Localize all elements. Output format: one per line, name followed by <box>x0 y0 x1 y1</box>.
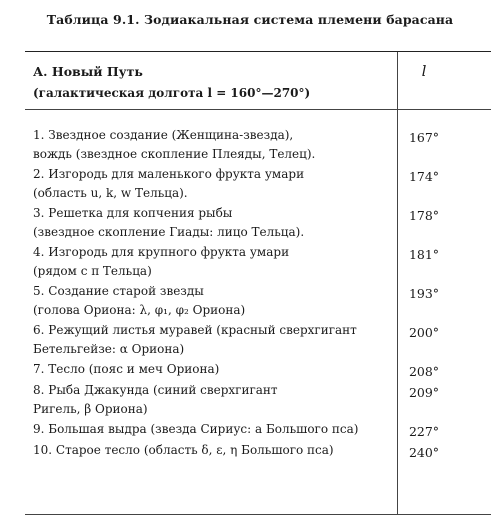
row-text-line-1: 8. Рыба Джакунда (синий сверхгигант <box>33 383 278 397</box>
section-subtitle: (галактическая долгота l = 160°—270°) <box>33 86 311 100</box>
table-row <box>30 124 492 163</box>
row-longitude: 178° <box>408 208 440 223</box>
row-text-line-2: (рядом с π Тельца) <box>33 264 152 278</box>
row-text-line-1: 6. Режущий листья муравей (красный сверхгигант <box>33 323 357 337</box>
table-row <box>30 439 492 460</box>
table-row <box>30 379 492 418</box>
header-rule <box>25 109 491 110</box>
table-row <box>30 358 492 379</box>
section-title: А. Новый Путь <box>33 64 143 79</box>
row-text-line-2: Бетельгейзе: α Ориона) <box>33 342 185 356</box>
table-body <box>30 124 492 460</box>
table-row <box>30 202 492 241</box>
table-top-rule <box>25 51 491 52</box>
row-text-line-1: 4. Изгородь для крупного фрукта умари <box>33 245 290 259</box>
table-caption: Таблица 9.1. Зодиакальная система племени барасана <box>46 12 454 27</box>
row-text-line-1: 1. Звездное создание (Женщина-звезда), <box>33 128 294 142</box>
table-row <box>30 280 492 319</box>
row-text-line-2: (область u, k, w Тельца). <box>33 186 188 200</box>
table-row <box>30 319 492 358</box>
row-longitude: 209° <box>408 385 440 400</box>
column-header-l: l <box>421 62 427 80</box>
row-text-line-1: 2. Изгородь для маленького фрукта умари <box>33 167 305 181</box>
row-longitude: 193° <box>408 286 440 301</box>
row-text-line-2: (звездное скопление Гиады: лицо Тельца). <box>33 225 305 239</box>
row-text-line-2: вождь (звездное скопление Плеяды, Телец). <box>33 147 316 161</box>
table-bottom-rule <box>25 514 491 515</box>
row-longitude: 174° <box>408 169 440 184</box>
table-row <box>30 163 492 202</box>
row-longitude: 181° <box>408 247 440 262</box>
row-longitude: 240° <box>408 445 440 460</box>
row-longitude: 200° <box>408 325 440 340</box>
table-row <box>30 418 492 439</box>
row-text-line-2: Ригель, β Ориона) <box>33 402 148 416</box>
table-row <box>30 241 492 280</box>
row-longitude: 167° <box>408 130 440 145</box>
row-text-line-2: (голова Ориона: λ, φ₁, φ₂ Ориона) <box>33 303 246 317</box>
row-longitude: 208° <box>408 364 440 379</box>
row-text-line-1: 7. Тесло (пояс и меч Ориона) <box>33 362 220 376</box>
row-longitude: 227° <box>408 424 440 439</box>
row-text-line-1: 5. Создание старой звезды <box>33 284 204 298</box>
row-text-line-1: 3. Решетка для копчения рыбы <box>33 206 233 220</box>
row-text-line-1: 10. Старое тесло (область δ, ε, η Большого пса) <box>33 443 334 457</box>
row-text-line-1: 9. Большая выдра (звезда Сириус: a Большого пса) <box>33 422 359 436</box>
